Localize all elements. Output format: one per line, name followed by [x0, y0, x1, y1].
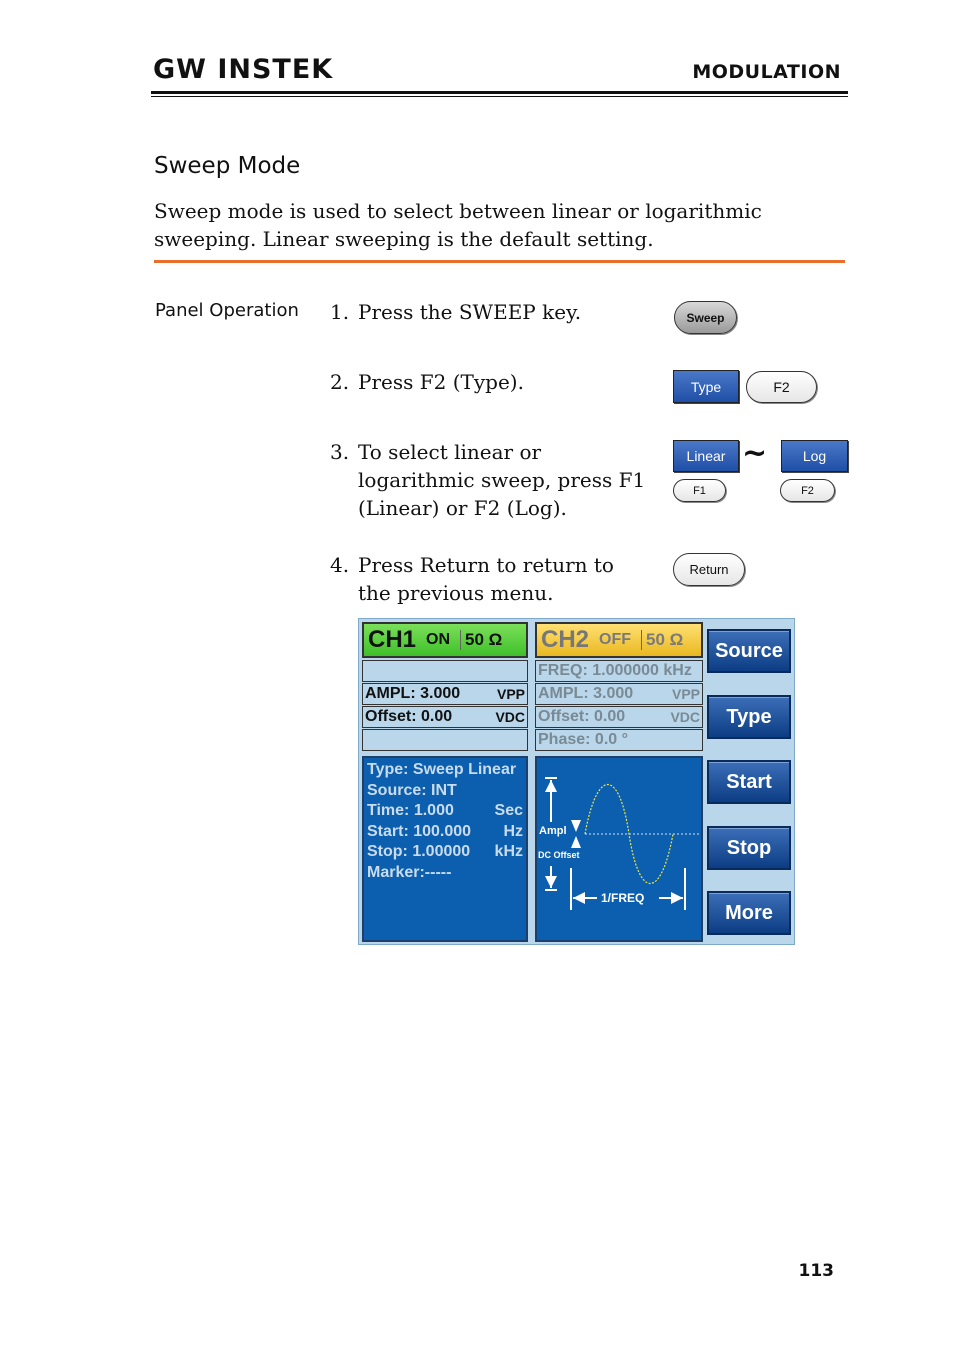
return-key[interactable]: Return — [673, 553, 745, 586]
section-intro: Sweep mode is used to select between linear or logarithmic sweeping. Linear sweeping is the default setting. — [154, 199, 762, 251]
step-number: 4. — [330, 553, 350, 577]
dc-offset-label: DC Offset — [538, 850, 580, 860]
step-3 — [330, 438, 661, 522]
ch2-ampl-row — [535, 683, 703, 705]
stop-softkey[interactable]: Stop — [707, 826, 791, 870]
step-text: Press F2 (Type). — [358, 370, 524, 394]
row-unit: VPP — [671, 686, 700, 702]
ch2-offset-row — [535, 706, 703, 728]
row-label: AMPL: 3.000 — [538, 685, 634, 702]
info-line: Marker:----- — [367, 863, 452, 881]
info-line: Stop: 1.00000 kHz — [367, 843, 523, 860]
step-number: 3. — [330, 440, 350, 464]
waveform-panel — [535, 756, 703, 942]
f2-key-small[interactable]: F2 — [780, 479, 835, 502]
row-label: Phase: 0.0 ° — [538, 731, 628, 748]
sweep-info-panel — [362, 756, 528, 942]
row-unit: VPP — [496, 686, 525, 702]
ch1-offset-row — [362, 706, 528, 728]
header-rule — [151, 91, 848, 94]
ch2-header — [535, 622, 703, 658]
info-line: Source: INT — [367, 781, 457, 799]
ampl-label: Ampl — [539, 825, 567, 837]
ch1-name: CH1 — [368, 626, 417, 653]
section-divider — [154, 260, 845, 263]
row-label: Offset: 0.00 — [538, 708, 626, 725]
step-text: Press Return to return to the previous menu. — [358, 553, 614, 605]
ch1-impedance: 50 Ω — [460, 630, 502, 650]
tilde-symbol: ~ — [742, 436, 768, 471]
sine-wave-diagram — [537, 758, 701, 940]
start-softkey[interactable]: Start — [707, 760, 791, 804]
step-2 — [330, 368, 663, 396]
page-number: 113 — [798, 1261, 834, 1281]
row-unit: VDC — [495, 709, 525, 725]
offset-arrow-down — [571, 820, 581, 832]
device-screen — [358, 618, 795, 945]
log-softkey[interactable]: Log — [781, 440, 848, 472]
step-4 — [330, 551, 653, 607]
ch2-impedance: 50 Ω — [641, 630, 683, 650]
gw-instek-logo: GW INSTEK — [153, 54, 334, 85]
bottom-arrow-head — [545, 876, 557, 888]
ch1-state: ON — [426, 631, 451, 648]
step-1 — [330, 298, 663, 326]
freq-label: 1/FREQ — [601, 891, 645, 905]
ch1-header — [362, 622, 528, 658]
ch1-blank-row — [362, 660, 528, 682]
ch1-blank-row-2 — [362, 729, 528, 751]
step-text: To select linear or logarithmic sweep, press F1 (Linear) or F2 (Log). — [358, 440, 646, 520]
panel-operation-label: Panel Operation — [155, 300, 299, 321]
f2-key[interactable]: F2 — [746, 371, 817, 403]
step-number: 2. — [330, 370, 350, 394]
info-line: Time: 1.000 Sec — [367, 802, 523, 819]
freq-left-arrow — [573, 892, 585, 904]
header-rule-thin — [151, 96, 848, 97]
row-label: Offset: 0.00 — [365, 708, 453, 725]
linear-softkey[interactable]: Linear — [673, 440, 739, 472]
f1-key[interactable]: F1 — [673, 479, 726, 502]
step-text: Press the SWEEP key. — [358, 300, 582, 324]
row-label: FREQ: 1.000000 kHz — [538, 662, 692, 679]
row-unit: VDC — [670, 709, 700, 725]
ch2-name: CH2 — [541, 626, 590, 653]
row-label: AMPL: 3.000 — [365, 685, 461, 702]
chapter-title: MODULATION — [692, 61, 841, 83]
step-number: 1. — [330, 300, 350, 324]
info-line: Start: 100.000 Hz — [367, 822, 523, 840]
ch1-ampl-row — [362, 683, 528, 705]
freq-right-arrow — [671, 892, 683, 904]
source-softkey[interactable]: Source — [707, 629, 791, 673]
ampl-arrow-head — [545, 780, 557, 792]
info-line: Type: Sweep Linear — [367, 761, 517, 778]
more-softkey[interactable]: More — [707, 891, 791, 935]
ch2-freq-row — [535, 660, 703, 682]
ch2-phase-row — [535, 729, 703, 751]
offset-arrow-up — [571, 836, 581, 848]
type-softkey[interactable]: Type — [673, 370, 739, 403]
section-title: Sweep Mode — [154, 153, 301, 179]
ch2-state: OFF — [599, 631, 632, 648]
type-softkey-screen[interactable]: Type — [707, 695, 791, 739]
sweep-key[interactable]: Sweep — [674, 301, 737, 334]
